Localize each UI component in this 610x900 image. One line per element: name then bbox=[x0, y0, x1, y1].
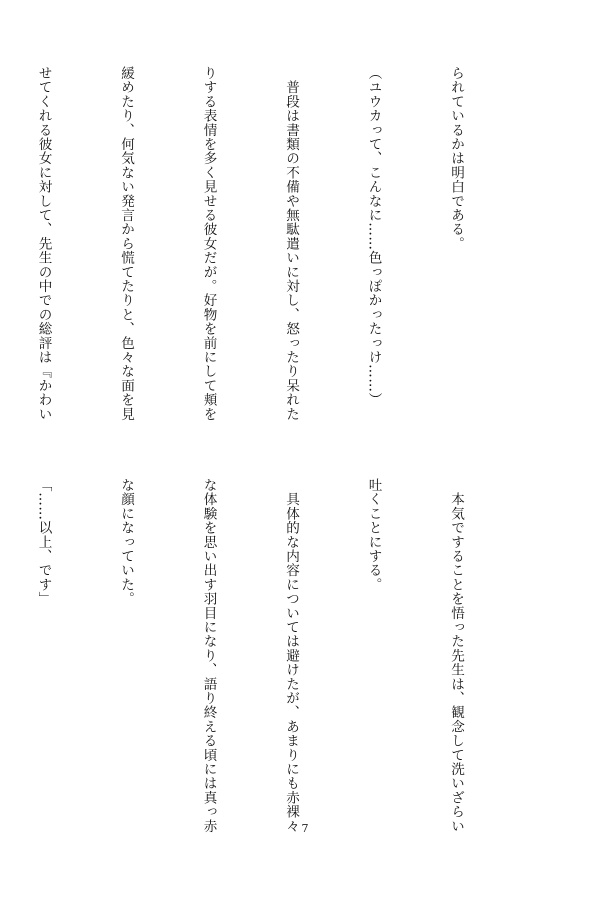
text-line: な体験を思い出す羽目になり、語り終える頃には真っ赤 bbox=[200, 478, 217, 833]
text-line: られているかは明白である。 bbox=[448, 66, 464, 251]
text-line: 普段は書類の不備や無駄遣いに対し、怒ったり呆れた bbox=[283, 66, 299, 421]
page-number: 7 bbox=[301, 822, 309, 835]
text-line: 本気ですることを悟った先生は、観念して洗いざらい bbox=[448, 478, 464, 833]
text-line: りする表情を多く見せる彼女だが。好物を前にして頬を bbox=[200, 66, 217, 421]
text-line: せてくれる彼女に対して、先生の中での総評は『かわい bbox=[35, 66, 52, 421]
text-line: 緩めたり、何気ない発言から慌てたりと、色々な面を見 bbox=[118, 66, 134, 421]
text-line: 「……以上、です」 bbox=[35, 478, 52, 606]
text-line: 具体的な内容については避けたが、あまりにも赤裸々 bbox=[283, 478, 299, 833]
text-line: （ユウカって、こんなに……色っぽかったっけ……） bbox=[365, 66, 382, 407]
text-line: な顔になっていた。 bbox=[118, 478, 134, 606]
text-block-top bbox=[35, 66, 524, 421]
text-line: 吐くことにする。 bbox=[365, 478, 382, 592]
text-block-bottom bbox=[35, 478, 524, 833]
